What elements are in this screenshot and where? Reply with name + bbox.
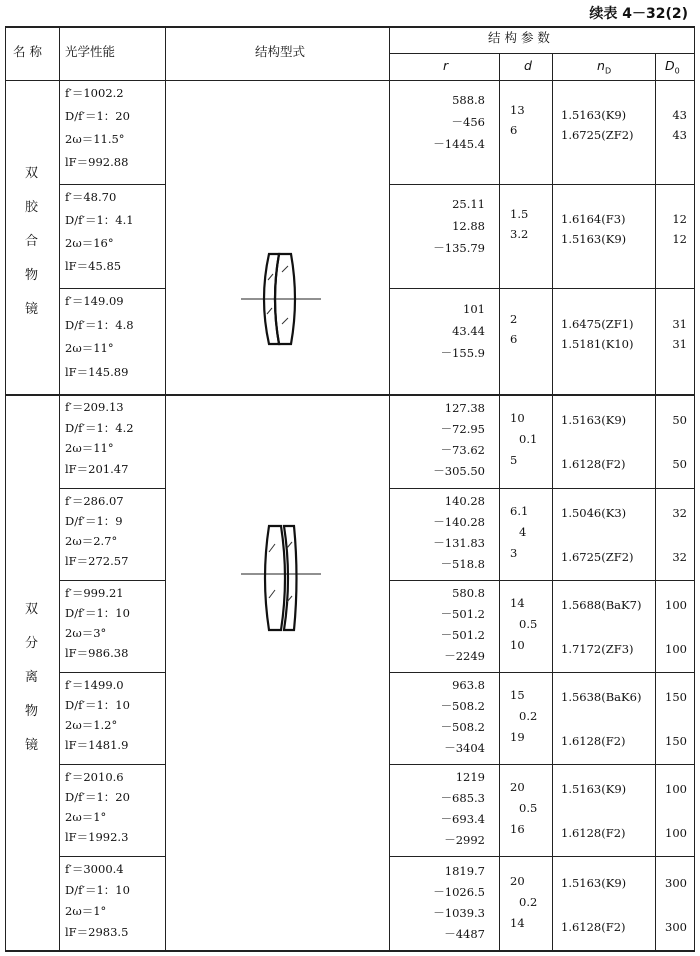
header-structure: 结构型式 xyxy=(255,44,306,59)
group-label-char: 合 xyxy=(25,234,39,249)
clear-aperture: 32 xyxy=(672,506,687,520)
thickness-value: 20 xyxy=(510,874,525,888)
header-D0: $D_0$ xyxy=(665,58,680,76)
optical-spec: D/f′＝1：20 xyxy=(65,109,130,123)
optical-spec: D/f′＝1：20 xyxy=(65,790,130,804)
group-label-char: 分 xyxy=(25,636,39,651)
refractive-index: 1.7172(ZF3) xyxy=(561,642,634,656)
optical-spec: 2ω＝16° xyxy=(65,236,114,250)
thickness-value: 15 xyxy=(510,688,525,702)
thickness-value: 10 xyxy=(510,638,525,652)
clear-aperture: 43 xyxy=(672,128,687,142)
thickness-value: 13 xyxy=(510,103,525,117)
thickness-value: 0.5 xyxy=(519,801,538,815)
row-divider xyxy=(59,856,165,857)
clear-aperture: 50 xyxy=(672,457,687,471)
row-divider xyxy=(389,672,695,673)
header-name: 名 称 xyxy=(13,44,42,59)
optical-spec: 2ω＝1° xyxy=(65,904,107,918)
thickness-value: 19 xyxy=(510,730,525,744)
radius-value: －2249 xyxy=(444,648,485,663)
header-divider xyxy=(389,53,695,54)
row-divider xyxy=(59,672,165,673)
group-label-char: 物 xyxy=(25,268,39,283)
radius-value: －1039.3 xyxy=(433,905,485,920)
group-label-char: 镜 xyxy=(25,302,39,317)
radius-value: －1026.5 xyxy=(433,884,485,899)
clear-aperture: 300 xyxy=(665,920,687,934)
refractive-index: 1.6725(ZF2) xyxy=(561,550,634,564)
group-label-char: 离 xyxy=(25,670,39,685)
thickness-value: 0.2 xyxy=(519,709,538,723)
optical-spec: D/f′＝1：10 xyxy=(65,883,130,897)
header-n: $n_D$ xyxy=(597,58,612,76)
optical-spec: lF＝986.38 xyxy=(65,646,129,660)
group-label-char: 双 xyxy=(25,602,39,617)
radius-value: －518.8 xyxy=(440,556,485,571)
optical-spec: D/f′＝1：4.8 xyxy=(65,317,134,332)
refractive-index: 1.6164(F3) xyxy=(561,212,626,226)
radius-value: 963.8 xyxy=(452,677,485,692)
optical-spec: f′＝286.07 xyxy=(65,494,124,508)
thickness-value: 20 xyxy=(510,780,525,794)
row-divider xyxy=(389,288,695,289)
row-divider xyxy=(59,488,165,489)
thickness-value: 0.2 xyxy=(519,895,538,909)
optical-spec: lF＝45.85 xyxy=(65,259,122,273)
radius-value: －501.2 xyxy=(440,606,485,621)
clear-aperture: 32 xyxy=(672,550,687,564)
header-divider xyxy=(5,80,695,81)
radius-value: －501.2 xyxy=(440,627,485,642)
thickness-value: 6 xyxy=(510,123,518,137)
radius-value: 1819.7 xyxy=(444,863,485,878)
thickness-value: 6.1 xyxy=(510,504,529,518)
optical-spec: 2ω＝1.2° xyxy=(65,718,118,732)
optical-spec: f′＝999.21 xyxy=(65,586,124,600)
radius-value: 140.28 xyxy=(444,493,485,508)
optical-spec: 2ω＝3° xyxy=(65,626,107,640)
radius-value: 127.38 xyxy=(444,400,485,415)
optical-spec: f′＝2010.6 xyxy=(65,770,124,784)
clear-aperture: 100 xyxy=(665,782,687,796)
optical-spec: lF＝992.88 xyxy=(65,155,129,169)
thickness-value: 2 xyxy=(510,312,518,326)
group-label-char: 镜 xyxy=(25,738,39,753)
column-divider xyxy=(59,26,60,952)
thickness-value: 3 xyxy=(510,546,518,560)
radius-value: －1445.4 xyxy=(433,137,485,151)
group-label-char: 物 xyxy=(25,704,39,719)
optical-spec: lF＝201.47 xyxy=(65,461,129,476)
column-divider xyxy=(165,26,166,952)
radius-value: 588.8 xyxy=(452,93,485,107)
radius-value: －305.50 xyxy=(433,463,485,478)
refractive-index: 1.5163(K9) xyxy=(561,413,627,427)
radius-value: －508.2 xyxy=(440,719,485,734)
thickness-value: 5 xyxy=(510,453,518,467)
thickness-value: 14 xyxy=(510,916,525,930)
column-divider xyxy=(389,26,390,952)
optical-spec: f′＝1002.2 xyxy=(65,86,124,100)
row-divider xyxy=(389,184,695,185)
radius-value: 1219 xyxy=(455,769,485,784)
row-divider xyxy=(389,856,695,857)
refractive-index: 1.5163(K9) xyxy=(561,782,627,796)
optical-spec: f′＝1499.0 xyxy=(65,678,124,692)
radius-value: 43.44 xyxy=(452,324,485,338)
refractive-index: 1.6128(F2) xyxy=(561,734,626,748)
clear-aperture: 43 xyxy=(672,108,687,122)
refractive-index: 1.5181(K10) xyxy=(561,337,634,351)
thickness-value: 6 xyxy=(510,332,518,346)
clear-aperture: 12 xyxy=(672,212,687,226)
clear-aperture: 31 xyxy=(672,337,687,351)
refractive-index: 1.5688(BaK7) xyxy=(561,598,642,612)
column-divider xyxy=(655,53,656,952)
refractive-index: 1.5046(K3) xyxy=(561,506,627,520)
group-label-char: 双 xyxy=(25,166,39,181)
row-divider xyxy=(59,764,165,765)
table-border-right xyxy=(694,26,695,952)
optical-spec: D/f′＝1：4.1 xyxy=(65,213,134,227)
optical-spec: 2ω＝2.7° xyxy=(65,534,118,548)
row-divider xyxy=(59,580,165,581)
optical-spec: lF＝1992.3 xyxy=(65,830,129,844)
optical-spec: 2ω＝11° xyxy=(65,341,114,355)
group-label-char: 胶 xyxy=(25,200,39,215)
optical-spec: D/f′＝1：9 xyxy=(65,514,123,528)
optical-spec: lF＝145.89 xyxy=(65,364,129,379)
clear-aperture: 31 xyxy=(672,317,687,331)
clear-aperture: 12 xyxy=(672,232,687,246)
radius-value: －135.79 xyxy=(433,241,485,255)
refractive-index: 1.6128(F2) xyxy=(561,457,626,471)
refractive-index: 1.6725(ZF2) xyxy=(561,128,634,142)
radius-value: －693.4 xyxy=(440,811,485,826)
header-optics: 光学性能 xyxy=(65,44,116,59)
lens-parameter-table xyxy=(5,26,695,952)
optical-spec: lF＝2983.5 xyxy=(65,925,129,939)
optical-spec: D/f′＝1：4.2 xyxy=(65,420,134,435)
radius-value: －4487 xyxy=(444,926,485,941)
optical-spec: lF＝1481.9 xyxy=(65,738,129,752)
radius-value: －456 xyxy=(451,115,485,129)
group-divider xyxy=(5,394,695,396)
radius-value: 12.88 xyxy=(452,219,485,233)
thickness-value: 10 xyxy=(510,411,525,425)
optical-spec: 2ω＝11.5° xyxy=(65,132,125,146)
radius-value: －508.2 xyxy=(440,698,485,713)
clear-aperture: 100 xyxy=(665,598,687,612)
thickness-value: 0.5 xyxy=(519,617,538,631)
row-divider xyxy=(389,764,695,765)
radius-value: －3404 xyxy=(444,740,485,755)
column-divider xyxy=(552,53,553,952)
thickness-value: 16 xyxy=(510,822,525,836)
optical-spec: D/f′＝1：10 xyxy=(65,698,130,712)
radius-value: －72.95 xyxy=(440,421,485,436)
thickness-value: 0.1 xyxy=(519,432,538,446)
radius-value: 580.8 xyxy=(452,585,485,600)
optical-spec: f′＝209.13 xyxy=(65,400,124,414)
radius-value: －131.83 xyxy=(433,535,485,550)
refractive-index: 1.5163(K9) xyxy=(561,232,627,246)
thickness-value: 3.2 xyxy=(510,227,529,241)
row-divider xyxy=(59,184,165,185)
row-divider xyxy=(389,580,695,581)
separated-doublet-diagram xyxy=(241,522,321,634)
refractive-index: 1.6128(F2) xyxy=(561,826,626,840)
optical-spec: 2ω＝1° xyxy=(65,810,107,824)
clear-aperture: 300 xyxy=(665,876,687,890)
radius-value: －685.3 xyxy=(440,790,485,805)
radius-value: －2992 xyxy=(444,832,485,847)
row-divider xyxy=(389,488,695,489)
clear-aperture: 100 xyxy=(665,826,687,840)
thickness-value: 4 xyxy=(519,525,527,539)
radius-value: －155.9 xyxy=(440,346,485,360)
optical-spec: f′＝3000.4 xyxy=(65,862,124,876)
refractive-index: 1.5638(BaK6) xyxy=(561,690,642,704)
clear-aperture: 150 xyxy=(665,734,687,748)
refractive-index: 1.5163(K9) xyxy=(561,108,627,122)
refractive-index: 1.6128(F2) xyxy=(561,920,626,934)
refractive-index: 1.5163(K9) xyxy=(561,876,627,890)
thickness-value: 14 xyxy=(510,596,525,610)
row-divider xyxy=(59,288,165,289)
optical-spec: lF＝272.57 xyxy=(65,554,129,568)
radius-value: 25.11 xyxy=(452,197,485,211)
header-r: r xyxy=(443,58,449,73)
radius-value: －73.62 xyxy=(440,442,485,457)
optical-spec: D/f′＝1：10 xyxy=(65,606,130,620)
table-border-bottom xyxy=(5,950,695,952)
refractive-index: 1.6475(ZF1) xyxy=(561,317,634,331)
clear-aperture: 50 xyxy=(672,413,687,427)
clear-aperture: 100 xyxy=(665,642,687,656)
optical-spec: f′＝48.70 xyxy=(65,190,117,204)
optical-spec: 2ω＝11° xyxy=(65,441,114,455)
table-caption: 续表 4－32(2) xyxy=(589,6,688,22)
thickness-value: 1.5 xyxy=(510,207,529,221)
clear-aperture: 150 xyxy=(665,690,687,704)
radius-value: 101 xyxy=(463,302,485,316)
radius-value: －140.28 xyxy=(433,514,485,529)
header-d: d xyxy=(524,58,532,73)
column-divider xyxy=(499,53,500,952)
optical-spec: f′＝149.09 xyxy=(65,294,124,308)
table-border-left xyxy=(5,26,6,952)
header-params: 结 构 参 数 xyxy=(488,30,550,45)
cemented-doublet-diagram xyxy=(241,250,321,348)
table-border-top xyxy=(5,26,695,28)
